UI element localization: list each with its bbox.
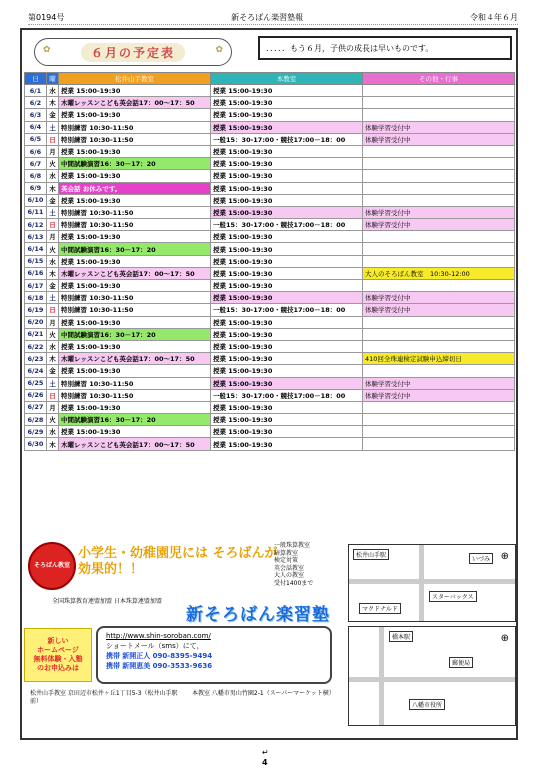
cell-day: 6/4: [25, 121, 47, 133]
cell-weekday: 金: [47, 365, 59, 377]
cell-weekday: 水: [47, 85, 59, 97]
cell-main: 授業 15:00-19:30: [211, 414, 363, 426]
cell-other: [363, 85, 515, 97]
cell-main: 授業 15:00-19:30: [211, 267, 363, 279]
cell-other: [363, 365, 515, 377]
cell-main: 授業 15:00-19:30: [211, 206, 363, 218]
cell-matsui: 授業 15:00-19:30: [59, 85, 211, 97]
schedule-row: [25, 377, 515, 389]
cell-weekday: 木: [47, 267, 59, 279]
cell-matsui: 特別練習 10:30-11:50: [59, 133, 211, 145]
cell-other: [363, 182, 515, 194]
schedule-row: [25, 328, 515, 340]
cell-matsui: 授業 15:00-19:30: [59, 401, 211, 413]
cell-main: 授業 15:00-19:30: [211, 158, 363, 170]
cell-matsui: 木曜レッスンこども英会話17：00～17：50: [59, 353, 211, 365]
cell-main: 授業 15:00-19:30: [211, 438, 363, 450]
callout-line: ホームページ: [37, 645, 79, 654]
schedule-row: [25, 353, 515, 365]
course-item: 一般珠算教室: [274, 542, 311, 549]
compass-icon: ⊕: [500, 633, 509, 644]
cell-main: 授業 15:00-19:30: [211, 170, 363, 182]
cell-main: 授業 15:00-19:30: [211, 121, 363, 133]
cell-main: 一般15：30-17:00・競技17:00－18：00: [211, 389, 363, 401]
intro-note: ．．．．．もう６月，子供の成長は早いものです。: [258, 36, 512, 60]
map-label: 八幡市役所: [409, 699, 445, 710]
cell-matsui: 中間試験演習16：30－17：20: [59, 414, 211, 426]
cell-other: [363, 340, 515, 352]
col-header-weekday: 曜: [47, 73, 59, 85]
cell-main: 授業 15:00-19:30: [211, 401, 363, 413]
cell-main: 授業 15:00-19:30: [211, 85, 363, 97]
newsletter-name: 新そろばん楽習塾報: [231, 12, 304, 22]
course-list: [274, 542, 340, 587]
schedule-row: [25, 401, 515, 413]
cell-other: 体験学習受付中: [363, 292, 515, 304]
cell-other: [363, 414, 515, 426]
soroban-badge: そろばん教室: [28, 542, 76, 590]
cell-main: 授業 15:00-19:30: [211, 426, 363, 438]
cell-day: 6/7: [25, 158, 47, 170]
cell-matsui: 中間試験演習16：30－17：20: [59, 328, 211, 340]
cell-other: [363, 194, 515, 206]
cell-other: [363, 158, 515, 170]
cell-weekday: 水: [47, 340, 59, 352]
map-label: 松井山手駅: [353, 549, 389, 560]
cell-day: 6/19: [25, 304, 47, 316]
cell-main: 授業 15:00-19:30: [211, 182, 363, 194]
cell-weekday: 金: [47, 109, 59, 121]
schedule-body: [25, 85, 515, 451]
schedule-table: [24, 72, 515, 451]
callout-line: 無料体験・入塾: [33, 655, 83, 663]
col-header-matsui: 松井山手教室: [59, 73, 211, 85]
cell-weekday: 月: [47, 401, 59, 413]
paragraph-mark: ↵: [262, 748, 269, 757]
schedule-row: [25, 267, 515, 279]
cell-matsui: 木曜レッスンこども英会話17：00～17：50: [59, 438, 211, 450]
cell-weekday: 火: [47, 243, 59, 255]
col-header-day: 日: [25, 73, 47, 85]
cell-day: 6/11: [25, 206, 47, 218]
cell-other: [363, 97, 515, 109]
course-item: 大人の教室: [274, 572, 305, 579]
cell-matsui: 特別練習 10:30-11:50: [59, 304, 211, 316]
cell-matsui: 木曜レッスンこども英会話17：00～17：50: [59, 267, 211, 279]
map-label: 橋本駅: [389, 631, 413, 642]
sms-text: ショートメール（sms）にて，: [106, 642, 204, 651]
cell-other: 体験学習受付中: [363, 219, 515, 231]
cell-other: [363, 438, 515, 450]
cell-weekday: 金: [47, 194, 59, 206]
cell-day: 6/24: [25, 365, 47, 377]
issue-number: 第0194号: [28, 12, 65, 22]
schedule-row: [25, 182, 515, 194]
cell-matsui: 授業 15:00-19:30: [59, 316, 211, 328]
cell-day: 6/13: [25, 231, 47, 243]
cell-day: 6/28: [25, 414, 47, 426]
cell-main: 授業 15:00-19:30: [211, 97, 363, 109]
cell-main: 授業 15:00-19:30: [211, 377, 363, 389]
schedule-header-row: [25, 73, 515, 85]
page-header: [28, 10, 518, 25]
cell-other: 体験学習受付中: [363, 377, 515, 389]
cell-matsui: 授業 15:00-19:30: [59, 426, 211, 438]
cell-weekday: 月: [47, 145, 59, 157]
cell-other: [363, 426, 515, 438]
cell-day: 6/10: [25, 194, 47, 206]
cell-weekday: 水: [47, 426, 59, 438]
schedule-row: [25, 231, 515, 243]
schedule-row: [25, 158, 515, 170]
cell-other: 体験学習受付中: [363, 389, 515, 401]
schedule-title-box: [34, 38, 232, 66]
schedule-row: [25, 438, 515, 450]
cell-matsui: 特別練習 10:30-11:50: [59, 121, 211, 133]
cell-weekday: 火: [47, 414, 59, 426]
cell-day: 6/17: [25, 280, 47, 292]
cell-main: 授業 15:00-19:30: [211, 292, 363, 304]
address-main: 本教室 八幡市男山竹園2-1（スーパーマーケット横）: [192, 690, 335, 697]
schedule-row: [25, 121, 515, 133]
cell-day: 6/8: [25, 170, 47, 182]
cell-main: 授業 15:00-19:30: [211, 353, 363, 365]
cell-weekday: 火: [47, 328, 59, 340]
schedule-row: [25, 389, 515, 401]
cell-matsui: 授業 15:00-19:30: [59, 145, 211, 157]
cell-weekday: 土: [47, 377, 59, 389]
course-item: 英会話教室: [274, 564, 305, 572]
map-label: スターバックス: [429, 591, 477, 602]
cell-matsui: 特別練習 10:30-11:50: [59, 377, 211, 389]
cell-other: [363, 328, 515, 340]
cell-main: 授業 15:00-19:30: [211, 328, 363, 340]
cell-weekday: 日: [47, 219, 59, 231]
callout-line: 新しい: [47, 636, 69, 645]
map-matsui: [348, 544, 516, 622]
cell-day: 6/29: [25, 426, 47, 438]
schedule-row: [25, 109, 515, 121]
map-label: マクドナルド: [359, 603, 401, 614]
schedule-row: [25, 292, 515, 304]
cell-matsui: 授業 15:00-19:30: [59, 231, 211, 243]
schedule-row: [25, 219, 515, 231]
cell-main: 授業 15:00-19:30: [211, 243, 363, 255]
schedule-row: [25, 414, 515, 426]
cell-day: 6/21: [25, 328, 47, 340]
cell-main: 授業 15:00-19:30: [211, 280, 363, 292]
cell-weekday: 土: [47, 121, 59, 133]
cell-other: [363, 243, 515, 255]
cell-main: 授業 15:00-19:30: [211, 365, 363, 377]
cell-day: 6/30: [25, 438, 47, 450]
cell-weekday: 土: [47, 292, 59, 304]
cell-day: 6/5: [25, 133, 47, 145]
cell-weekday: 木: [47, 353, 59, 365]
course-item: 検定対策: [274, 557, 299, 564]
cell-main: 授業 15:00-19:30: [211, 194, 363, 206]
course-item: 暗算教室: [274, 549, 299, 557]
cell-matsui: 授業 15:00-19:30: [59, 365, 211, 377]
cell-matsui: 授業 15:00-19:30: [59, 340, 211, 352]
cell-other: [363, 170, 515, 182]
schedule-row: [25, 194, 515, 206]
cell-weekday: 金: [47, 280, 59, 292]
cell-other: [363, 255, 515, 267]
cell-main: 授業 15:00-19:30: [211, 231, 363, 243]
cell-weekday: 水: [47, 170, 59, 182]
cell-matsui: 授業 15:00-19:30: [59, 194, 211, 206]
cell-weekday: 日: [47, 304, 59, 316]
cell-other: [363, 316, 515, 328]
callout-line: のお申込みは: [37, 664, 79, 673]
cell-main: 授業 15:00-19:30: [211, 340, 363, 352]
map-main: [348, 626, 516, 726]
cell-day: 6/6: [25, 145, 47, 157]
cell-matsui: 特別練習 10:30-11:50: [59, 389, 211, 401]
cell-main: 授業 15:00-19:30: [211, 255, 363, 267]
cell-day: 6/22: [25, 340, 47, 352]
col-header-other: その他・行事: [363, 73, 515, 85]
cell-matsui: 中間試験演習16：30－17：20: [59, 243, 211, 255]
schedule-row: [25, 206, 515, 218]
cell-weekday: 日: [47, 389, 59, 401]
cell-matsui: 木曜レッスンこども英会話17：00～17：50: [59, 97, 211, 109]
cell-other: [363, 109, 515, 121]
cell-weekday: 木: [47, 438, 59, 450]
phone-line-1: 携帯 新開正人 090-8395-9494: [106, 652, 213, 661]
cell-main: 授業 15:00-19:30: [211, 109, 363, 121]
cell-day: 6/1: [25, 85, 47, 97]
schedule-row: [25, 365, 515, 377]
schedule-row: [25, 340, 515, 352]
schedule-row: [25, 170, 515, 182]
schedule-row: [25, 255, 515, 267]
schedule-title: ６月の予定表: [81, 43, 185, 62]
cell-main: 一般15：30-17:00・競技17:00－18：00: [211, 219, 363, 231]
cell-weekday: 水: [47, 255, 59, 267]
cell-weekday: 月: [47, 231, 59, 243]
cell-day: 6/18: [25, 292, 47, 304]
cell-day: 6/27: [25, 401, 47, 413]
slogan: 小学生・幼稚園児には そろばんが効果的！！: [78, 546, 278, 577]
cell-matsui: 授業 15:00-19:30: [59, 170, 211, 182]
cell-other: [363, 280, 515, 292]
cell-weekday: 木: [47, 182, 59, 194]
flower-right-icon: ✿: [215, 45, 223, 55]
affiliation-text: 全国珠算教育連盟加盟 日本珠算連盟加盟: [52, 598, 162, 605]
col-header-main: 本教室: [211, 73, 363, 85]
cell-day: 6/16: [25, 267, 47, 279]
cell-weekday: 火: [47, 158, 59, 170]
cell-matsui: 中間試験演習16：30－17：20: [59, 158, 211, 170]
cell-day: 6/2: [25, 97, 47, 109]
map-label: 郵便局: [449, 657, 473, 668]
cell-day: 6/12: [25, 219, 47, 231]
cell-main: 一般15：30-17:00・競技17:00－18：00: [211, 133, 363, 145]
cell-day: 6/26: [25, 389, 47, 401]
schedule-row: [25, 85, 515, 97]
cell-other: [363, 231, 515, 243]
course-item: 受付1400まで: [274, 579, 314, 587]
schedule-row: [25, 97, 515, 109]
homepage-callout: [24, 628, 92, 682]
cell-weekday: 木: [47, 97, 59, 109]
phone-line-2: 携帯 新開恵美 090-3533-9636: [106, 662, 213, 671]
cell-main: 授業 15:00-19:30: [211, 316, 363, 328]
cell-other: 体験学習受付中: [363, 133, 515, 145]
cell-day: 6/3: [25, 109, 47, 121]
cell-weekday: 日: [47, 133, 59, 145]
advertisement-section: [22, 540, 516, 738]
schedule-row: [25, 316, 515, 328]
cell-day: 6/15: [25, 255, 47, 267]
cell-matsui: 授業 15:00-19:30: [59, 109, 211, 121]
cell-matsui: 授業 15:00-19:30: [59, 255, 211, 267]
cell-matsui: 特別練習 10:30-11:50: [59, 219, 211, 231]
cell-matsui: 特別練習 10:30-11:50: [59, 206, 211, 218]
cell-other: 体験学習受付中: [363, 206, 515, 218]
cell-day: 6/9: [25, 182, 47, 194]
schedule-row: [25, 304, 515, 316]
cell-other: 410回全珠連検定試験申込締切日: [363, 353, 515, 365]
contact-box: [96, 626, 332, 684]
cell-weekday: 土: [47, 206, 59, 218]
school-name: 新そろばん楽習塾: [186, 604, 330, 625]
cell-day: 6/23: [25, 353, 47, 365]
flower-left-icon: ✿: [43, 45, 51, 55]
map-label: いづみ: [469, 553, 493, 564]
cell-weekday: 月: [47, 316, 59, 328]
compass-icon: ⊕: [500, 551, 509, 562]
schedule-row: [25, 280, 515, 292]
cell-other: 大人のそろばん教室 10:30-12:00: [363, 267, 515, 279]
schedule-row: [25, 426, 515, 438]
cell-other: [363, 145, 515, 157]
cell-day: 6/20: [25, 316, 47, 328]
cell-main: 授業 15:00-19:30: [211, 145, 363, 157]
cell-other: 体験学習受付中: [363, 121, 515, 133]
cell-matsui: 特別練習 10:30-11:50: [59, 292, 211, 304]
schedule-row: [25, 243, 515, 255]
cell-matsui: 英会話 お休みです。: [59, 182, 211, 194]
website-url[interactable]: http://www.shin-soroban.com/: [106, 632, 211, 640]
page-number: 4: [262, 758, 268, 767]
issue-date: 令和４年６月: [469, 12, 518, 22]
address-matsui: 松井山手教室 京田辺市松井ヶ丘1丁目5-3（松井山手駅前）: [30, 690, 178, 705]
cell-main: 一般15：30-17:00・競技17:00－18：00: [211, 304, 363, 316]
cell-other: [363, 401, 515, 413]
cell-other: 体験学習受付中: [363, 304, 515, 316]
cell-day: 6/25: [25, 377, 47, 389]
schedule-row: [25, 145, 515, 157]
cell-matsui: 授業 15:00-19:30: [59, 280, 211, 292]
schedule-row: [25, 133, 515, 145]
cell-day: 6/14: [25, 243, 47, 255]
